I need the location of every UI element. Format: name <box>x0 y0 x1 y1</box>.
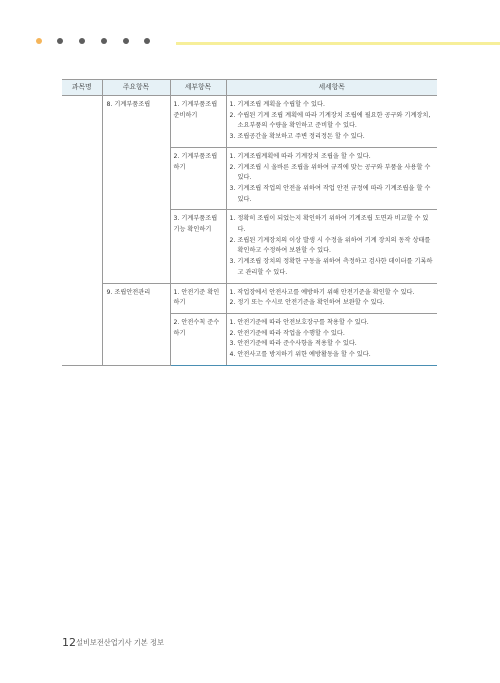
detail-item: 2. 안전기준에 따라 작업을 수행할 수 있다. <box>229 329 345 337</box>
detail-cell <box>226 313 437 365</box>
table-row <box>62 283 437 313</box>
exam-criteria-table <box>62 79 437 366</box>
header-main-item: 주요항목 <box>102 80 170 96</box>
detail-item: 1. 안전기준에 따라 안전보호장구를 착용할 수 있다. <box>229 318 369 326</box>
header-sub-item: 세부항목 <box>170 80 226 96</box>
detail-item: 3. 기계조립 장치의 정확한 구동을 위하여 측정하고 검사한 데이터를 기록하고 관리할 수 있다. <box>229 258 433 276</box>
sub-item-cell: 3. 기계부품조립 기능 확인하기 <box>170 210 226 283</box>
detail-item: 3. 안전기준에 따라 준수사항을 적용할 수 있다. <box>229 340 357 348</box>
page-number: 12 <box>62 636 76 649</box>
decor-dot <box>36 38 42 44</box>
sub-item-cell: 2. 기계부품조립 하기 <box>170 147 226 210</box>
detail-list <box>230 288 435 309</box>
detail-cell <box>226 96 437 148</box>
detail-list <box>230 214 435 278</box>
exam-criteria-table-container <box>62 79 437 366</box>
sub-item-cell: 1. 기계부품조립 준비하기 <box>170 96 226 148</box>
decor-dot <box>57 38 63 44</box>
table-row <box>62 96 437 148</box>
table-header-row <box>62 80 437 96</box>
main-item-cell: 8. 기계부품조립 <box>102 96 170 284</box>
sub-item-cell: 1. 안전기준 확인하기 <box>170 283 226 313</box>
detail-item: 2. 정기 또는 수시로 안전기준을 확인하여 보완할 수 있다. <box>229 299 385 307</box>
detail-cell <box>226 147 437 210</box>
decor-dot <box>123 38 129 44</box>
sub-item-cell: 2. 안전수칙 준수하기 <box>170 313 226 365</box>
detail-item: 1. 기계조립계획에 따라 기계장치 조립을 할 수 있다. <box>229 152 371 160</box>
decor-dot <box>79 38 85 44</box>
detail-cell <box>226 283 437 313</box>
subject-cell <box>62 96 102 366</box>
detail-item: 2. 조립된 기계장치의 이상 발생 시 수정을 위하여 기계 장치의 동작 상태를 확인하고 수정하여 보완할 수 있다. <box>229 236 431 255</box>
footer-title: 설비보전산업기사 기본 정보 <box>76 638 164 647</box>
detail-cell <box>226 210 437 283</box>
decorative-top-line <box>176 42 500 45</box>
detail-list <box>230 318 435 361</box>
header-detail-item: 세세항목 <box>226 80 437 96</box>
detail-item: 3. 조립공간을 확보하고 주변 정리정돈 할 수 있다. <box>229 133 365 141</box>
detail-list <box>230 152 435 206</box>
header-subject: 과목명 <box>62 80 102 96</box>
detail-item: 1. 정확히 조립이 되었는지 확인하기 위하여 기계조립 도면과 비교할 수 있다. <box>229 215 429 234</box>
detail-item: 2. 기계조립 시 올바른 조립을 위하여 규격에 맞는 공구와 부품을 사용할 수 있다. <box>229 163 431 182</box>
detail-list <box>230 100 435 143</box>
main-item-cell: 9. 조립안전관리 <box>102 283 170 365</box>
detail-item: 1. 작업장에서 안전사고를 예방하기 위해 안전기준을 확인할 수 있다. <box>229 288 415 296</box>
detail-item: 3. 기계조립 작업의 안전을 위하여 작업 안전 규정에 따라 기계조립을 할 수 있다. <box>229 184 431 203</box>
detail-item: 4. 안전사고를 방지하기 위한 예방활동을 할 수 있다. <box>229 351 371 359</box>
decor-dot <box>144 38 150 44</box>
detail-item: 1. 기계조립 계획을 수립할 수 있다. <box>229 101 325 108</box>
decor-dot <box>101 38 107 44</box>
detail-item: 2. 수립된 기계 조립 계획에 따라 기계장치 조립에 필요한 공구와 기계장치, 소요부품의 수량을 확인하고 준비할 수 있다. <box>229 111 431 130</box>
